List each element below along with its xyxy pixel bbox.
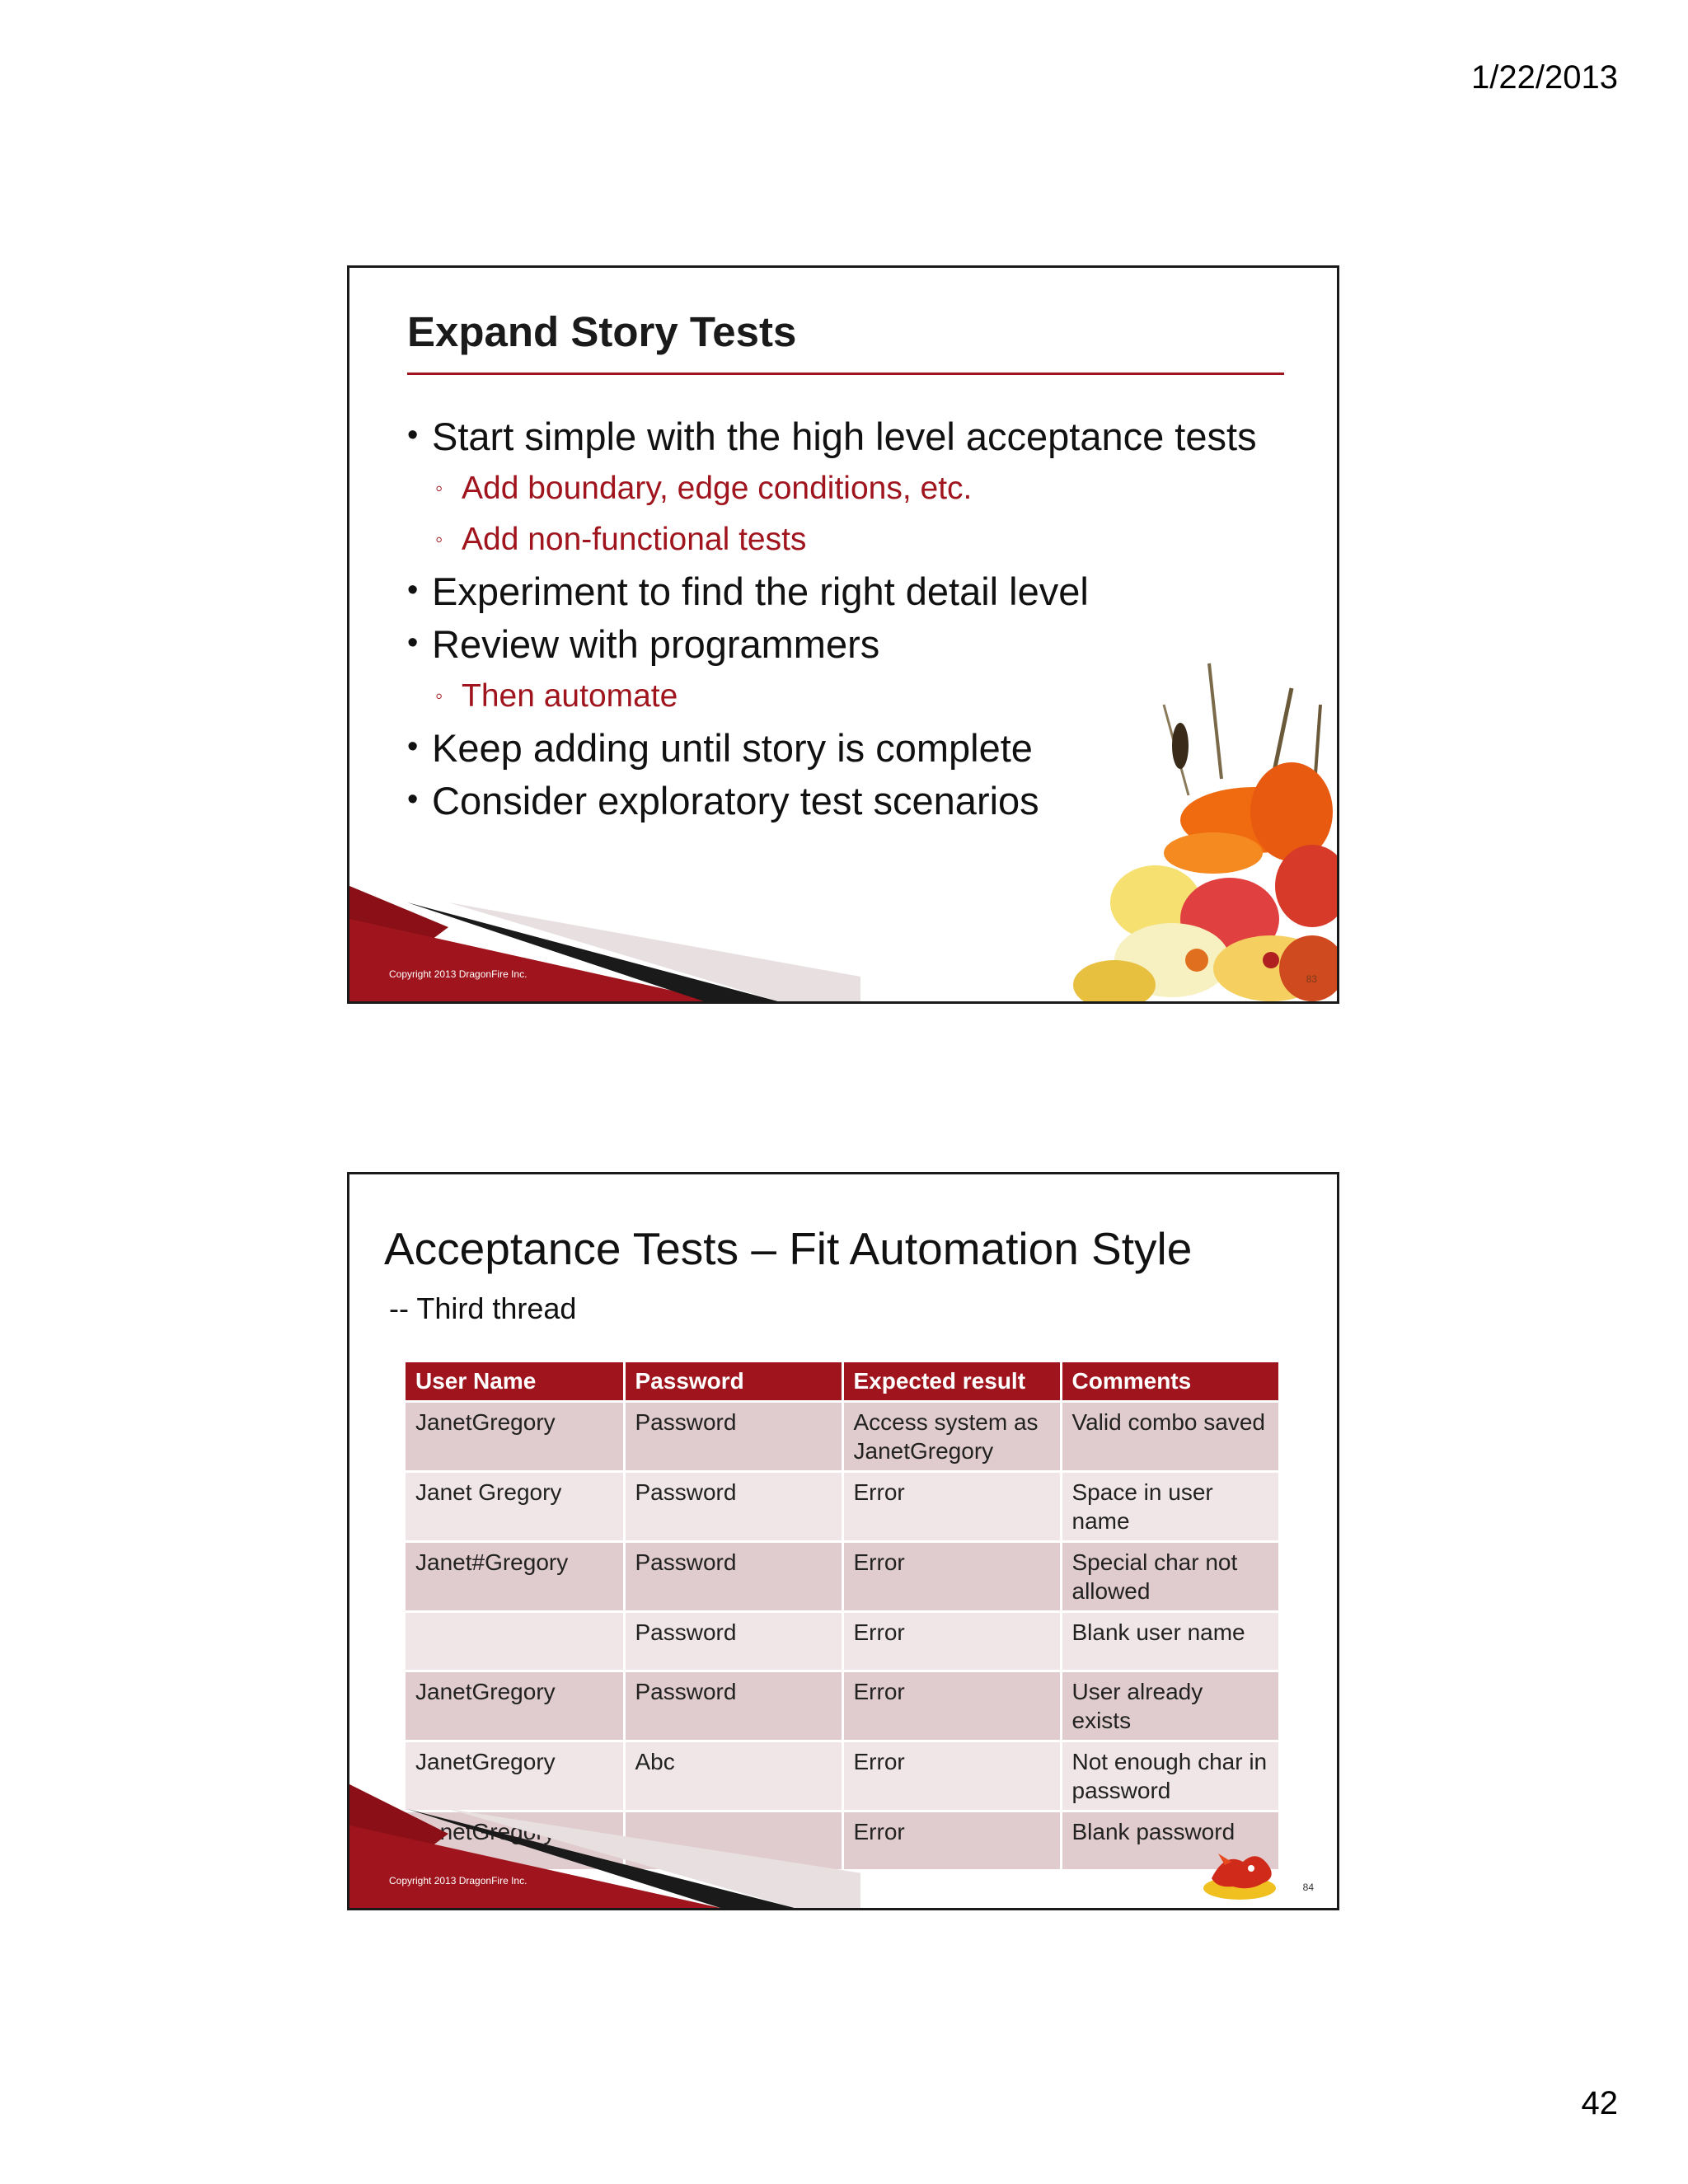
bullet-dot-icon: • — [407, 626, 419, 660]
bullet-text: Start simple with the high level acceptance tests — [432, 415, 1257, 458]
sub-bullet-item — [407, 517, 1257, 563]
table-cell: JanetGregory — [406, 1671, 624, 1741]
table-cell: Password — [624, 1542, 842, 1612]
bullet-text: Experiment to find the right detail level — [432, 569, 1089, 613]
table-cell: Password — [624, 1671, 842, 1741]
bullet-item — [407, 568, 1257, 616]
table-row — [406, 1402, 1279, 1472]
table-cell: Error — [842, 1472, 1061, 1542]
slide-subtitle: -- Third thread — [389, 1291, 577, 1325]
slide-title: Expand Story Tests — [407, 308, 797, 355]
bullet-dot-icon: • — [407, 782, 419, 817]
table-cell: Abc — [624, 1741, 842, 1811]
bullet-text: Keep adding until story is complete — [432, 726, 1033, 770]
table-header-row — [406, 1362, 1279, 1402]
table-cell — [406, 1612, 624, 1671]
table-cell: Blank user name — [1061, 1612, 1279, 1671]
table-cell: Error — [842, 1811, 1061, 1871]
flower-bouquet-image — [1065, 655, 1337, 1001]
column-header: Password — [624, 1362, 842, 1402]
table-cell: Error — [842, 1542, 1061, 1612]
bullet-ring-icon: ◦ — [435, 476, 443, 500]
bullet-ring-icon: ◦ — [435, 527, 443, 551]
table-cell: Not enough char in password — [1061, 1741, 1279, 1811]
dragonfire-logo — [1200, 1845, 1279, 1903]
table-cell: Password — [624, 1472, 842, 1542]
slide-acceptance-tests — [347, 1172, 1339, 1910]
footer-swoosh — [349, 1784, 860, 1908]
column-header: Expected result — [842, 1362, 1061, 1402]
table-cell: Blank password — [1061, 1811, 1279, 1871]
page-number: 42 — [1581, 2085, 1618, 2121]
table-cell: Error — [842, 1612, 1061, 1671]
bullet-text: Then automate — [462, 678, 678, 714]
slide-title: Acceptance Tests – Fit Automation Style — [384, 1223, 1193, 1274]
page-date: 1/22/2013 — [1471, 59, 1618, 96]
bullet-dot-icon: • — [407, 418, 419, 452]
bullet-text: Consider exploratory test scenarios — [432, 779, 1039, 823]
table-row — [406, 1671, 1279, 1741]
table-row — [406, 1542, 1279, 1612]
table-cell: JanetGregory — [406, 1741, 624, 1811]
slide-expand-story-tests — [347, 265, 1339, 1004]
column-header: Comments — [1061, 1362, 1279, 1402]
bullet-ring-icon: ◦ — [435, 683, 443, 708]
table-row — [406, 1472, 1279, 1542]
bullet-item — [407, 413, 1257, 461]
bullet-text: Add non-functional tests — [462, 522, 807, 557]
table-cell: Error — [842, 1741, 1061, 1811]
table-row — [406, 1612, 1279, 1671]
table-cell: Special char not allowed — [1061, 1542, 1279, 1612]
table-cell: Password — [624, 1402, 842, 1472]
title-underline — [407, 373, 1284, 375]
slide-number: 84 — [1302, 1882, 1314, 1893]
bullet-dot-icon: • — [407, 729, 419, 764]
column-header: User Name — [406, 1362, 624, 1402]
table-cell: JanetGregory — [406, 1402, 624, 1472]
bullet-text: Review with programmers — [432, 622, 880, 666]
bullet-text: Add boundary, edge conditions, etc. — [462, 471, 973, 506]
footer-swoosh — [349, 878, 860, 1001]
table-cell: User already exists — [1061, 1671, 1279, 1741]
copyright-notice: Copyright 2013 DragonFire Inc. — [389, 968, 528, 980]
sub-bullet-item — [407, 466, 1257, 512]
table-cell: Access system as JanetGregory — [842, 1402, 1061, 1472]
table-cell: Space in user name — [1061, 1472, 1279, 1542]
copyright-notice: Copyright 2013 DragonFire Inc. — [389, 1875, 528, 1886]
table-cell: Error — [842, 1671, 1061, 1741]
slide-number: 83 — [1306, 973, 1317, 985]
table-cell: Janet Gregory — [406, 1472, 624, 1542]
table-cell: Valid combo saved — [1061, 1402, 1279, 1472]
bullet-dot-icon: • — [407, 573, 419, 607]
table-cell: Janet#Gregory — [406, 1542, 624, 1612]
table-cell: Password — [624, 1612, 842, 1671]
